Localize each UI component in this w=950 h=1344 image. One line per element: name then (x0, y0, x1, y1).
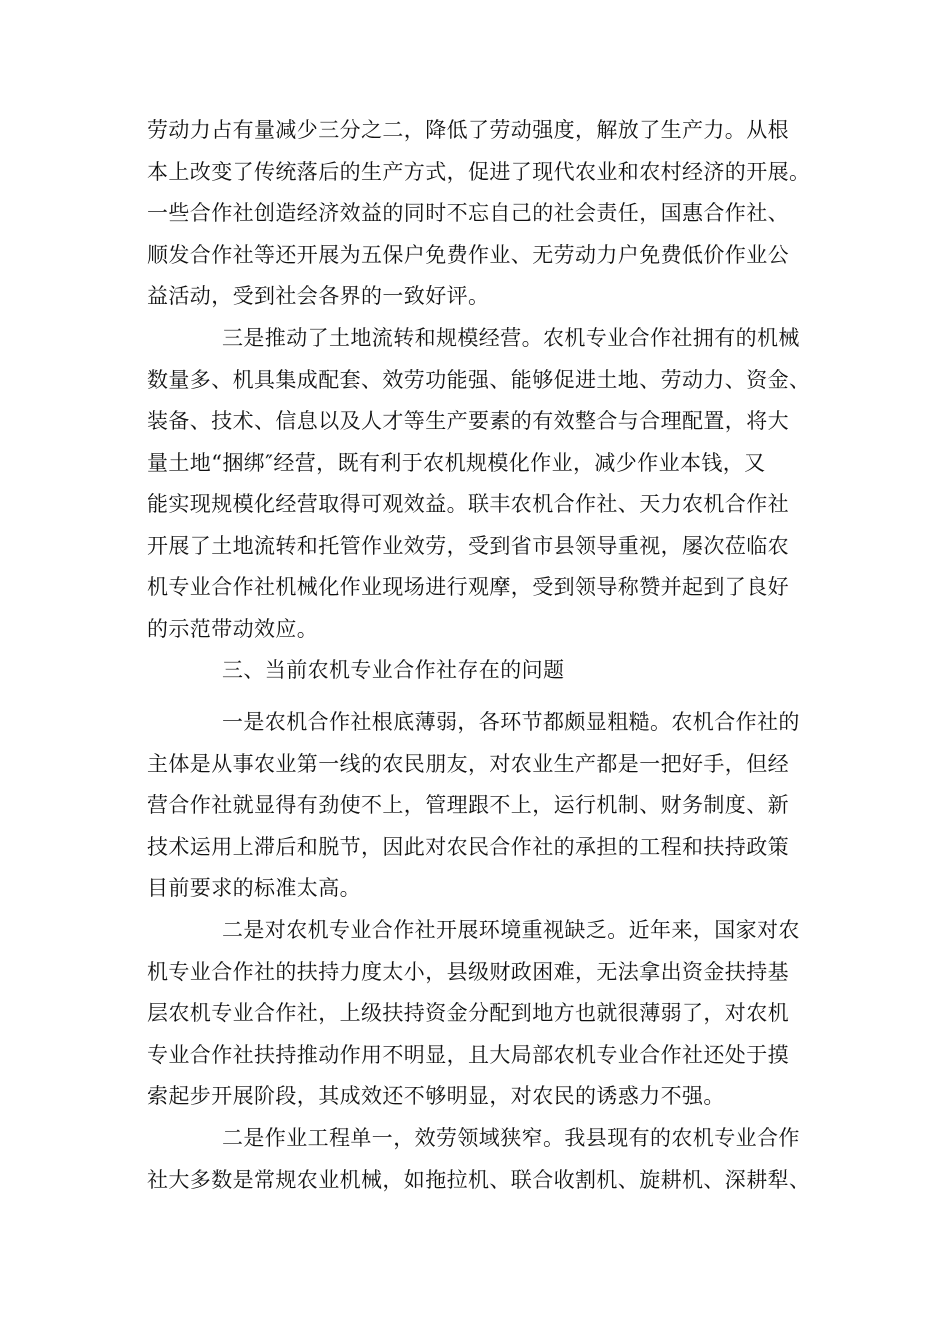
paragraph-line: 数量多、机具集成配套、效劳功能强、能够促进土地、劳动力、资金、 (147, 367, 811, 392)
section-heading-text: 三、当前农机专业合作社存在的问题 (222, 658, 565, 682)
paragraph-line: 机专业合作社的扶持力度太小，县级财政困难，无法拿出资金扶持基 (147, 959, 789, 984)
paragraph-2 (147, 318, 811, 650)
paragraph-line: 能实现规模化经营取得可观效益。联丰农机合作社、天力农机合作社 (147, 492, 789, 516)
paragraph-line: 装备、技术、信息以及人才等生产要素的有效整合与合理配置，将大 (147, 409, 789, 433)
paragraph-line: 本上改变了传统落后的生产方式，促进了现代农业和农村经济的开展。 (147, 159, 811, 184)
paragraph-line: 机专业合作社机械化作业现场进行观摩，受到领导称赞并起到了良好 (147, 575, 789, 599)
paragraph-line: 的示范带动效应。 (147, 616, 319, 641)
paragraph-4 (147, 910, 807, 1118)
paragraph-line: 三是推动了土地流转和规模经营。农机专业合作社拥有的机械 (222, 326, 800, 350)
paragraph-1 (147, 110, 811, 318)
paragraph-line: 技术运用上滞后和脱节，因此对农民合作社的承担的工程和扶持政策 (147, 834, 789, 859)
paragraph-line: 一些合作社创造经济效益的同时不忘自己的社会责任，国惠合作社、 (147, 201, 789, 225)
paragraph-line: 主体是从事农业第一线的农民朋友，对农业生产都是一把好手，但经 (147, 751, 789, 776)
paragraph-line: 营合作社就显得有劲使不上，管理跟不上，运行机制、财务制度、新 (147, 793, 789, 817)
paragraph-line: 二是对农机专业合作社开展环境重视缺乏。近年来，国家对农 (222, 918, 800, 942)
paragraph-line: 层农机专业合作社，上级扶持资金分配到地方也就很薄弱了，对农机 (147, 1001, 789, 1025)
section-heading (147, 650, 807, 692)
paragraph-line: 专业合作社扶持推动作用不明显，且大局部农机专业合作社还处于摸 (147, 1042, 789, 1067)
paragraph-line: 索起步开展阶段，其成效还不够明显，对农民的诱惑力不强。 (147, 1084, 725, 1108)
paragraph-line: 一是农机合作社根底薄弱，各环节都颇显粗糙。农机合作社的 (222, 710, 800, 734)
paragraph-line: 顺发合作社等还开展为五保户免费作业、无劳动力户免费低价作业公 (147, 242, 789, 267)
paragraph-line: 开展了土地流转和托管作业效劳，受到省市县领导重视，屡次莅临农 (147, 533, 789, 558)
paragraph-line: 社大多数是常规农业机械，如拖拉机、联合收割机、旋耕机、深耕犁、 (147, 1167, 811, 1192)
paragraph-line: 目前要求的标准太高。 (147, 876, 361, 900)
paragraph-line: 二是作业工程单一，效劳领域狭窄。我县现有的农机专业合作 (222, 1126, 800, 1150)
paragraph-line: 劳动力占有量减少三分之二，降低了劳动强度，解放了生产力。从根 (147, 118, 789, 142)
paragraph-3 (147, 702, 807, 910)
paragraph-5 (147, 1118, 811, 1201)
paragraph-line: 益活动，受到社会各界的一致好评。 (147, 284, 490, 308)
paragraph-line: 量土地“捆绑″经营，既有利于农机规模化作业，减少作业本钱，又 (147, 450, 766, 475)
